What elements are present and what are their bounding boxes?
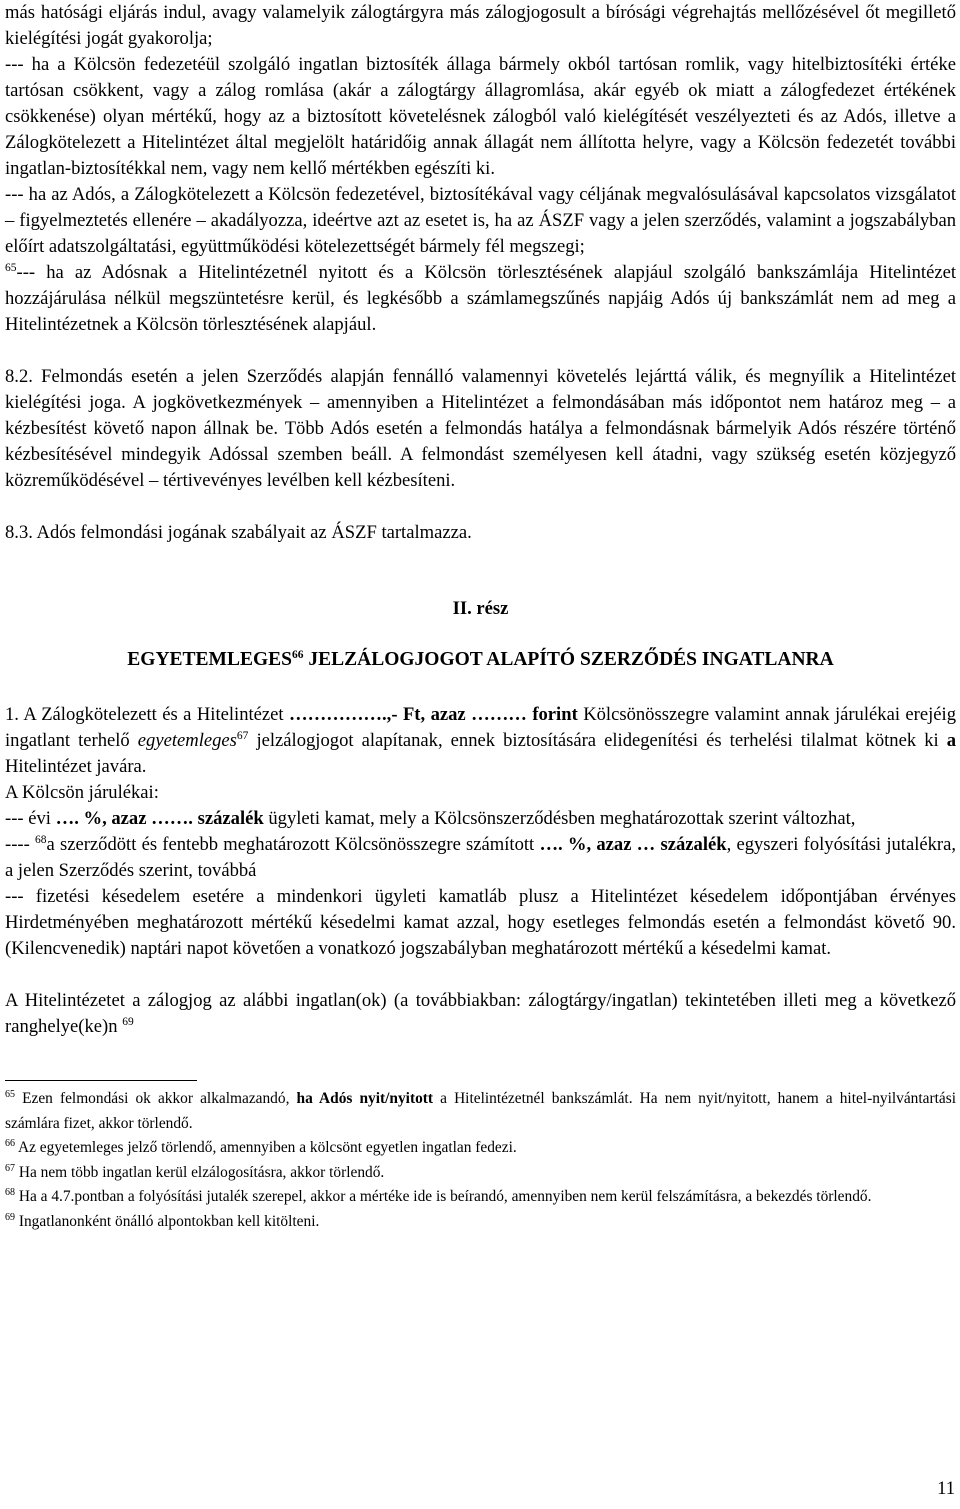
charge-fee	[5, 832, 956, 884]
charge-interest	[5, 806, 956, 832]
footnote-ref-67: 67	[236, 730, 249, 742]
footnote-number: 66	[5, 1138, 15, 1149]
fee-rate-placeholder: …. %, azaz … százalék	[539, 834, 727, 855]
footnote-text: a Hitelintézetnél bankszámlát. Ha nem nyit/nyitott, hanem a hitel-nyilvántartási számlára fizet, akkor törlendő.	[5, 1090, 956, 1132]
charges-label: A Kölcsön járulékai:	[5, 782, 159, 803]
footnote-ref-65: 65	[5, 262, 17, 274]
charge-fee-text-d: , egyszeri folyósítási jutalékra, a jelen Szerződés szerint, továbbá	[5, 834, 957, 881]
footnote-68	[5, 1185, 956, 1210]
footnote-divider	[5, 1080, 197, 1081]
section-1-italic: egyetemleges	[137, 730, 237, 751]
footnote-text: Az egyetemleges jelző törlendő, amennyiben a kölcsönt egyetlen ingatlan fedezi.	[15, 1139, 517, 1156]
paragraph-8-3: 8.3. Adós felmondási jogának szabályait az ÁSZF tartalmazza.	[5, 522, 472, 543]
closing-paragraph	[5, 988, 956, 1040]
footnote-ref-66: 66	[291, 649, 304, 661]
charge-interest-prefix: --- évi	[5, 808, 56, 829]
charge-fee-prefix: ----	[5, 834, 35, 855]
charge-late-interest: --- fizetési késedelem esetére a mindenkori ügyleti kamatláb plusz a Hitelintézet késedelem időpontjában érvényes Hirdetményében meghatározott mértékű késedelmi kamat azzal, hogy esetleges felmondás esetén a felmondást követő 90. (Kilencvenedik) naptári napot követően a vonatkozó jogszabályban meghatározott mértékű a késedelmi kamat.	[5, 886, 956, 959]
section-1-text-a: 1. A Zálogkötelezett és a Hitelintézet	[5, 704, 290, 725]
footnote-text: Ha a 4.7.pontban a folyósítási jutalék szerepel, akkor a mértéke ide is beírandó, amennyiben nem kerül felszámításra, a bekezdés törlendő.	[15, 1188, 872, 1205]
heading-before: EGYETEMLEGES	[127, 649, 292, 670]
footnote-text: Ingatlanonként önálló alpontokban kell kitölteni.	[15, 1212, 320, 1230]
footnote-ref-69: 69	[122, 1016, 134, 1028]
footnote-number: 65	[5, 1089, 15, 1100]
section-1-text-e: jelzálogjogot alapítanak, ennek biztosítására elidegenítési és terhelési tilalmat kötnek ki	[248, 730, 947, 751]
charge-interest-text: ügyleti kamat, mely a Kölcsönszerződésben meghatározottak szerint változhat,	[263, 808, 856, 829]
footnote-number: 67	[5, 1162, 15, 1174]
section-1	[5, 702, 956, 780]
paragraph-8-2: 8.2. Felmondás esetén a jelen Szerződés alapján fennálló valamennyi követelés lejárttá válik, és megnyílik a Hitelintézet kielégítési joga. A jogkövetkezmények – amennyiben a Hitelintézet a felmondásában más időpontot nem határoz meg – a kézbesítést követő napon állnak be. Több Adós esetén a felmondás hatálya a felmondásnak bármelyik Adós részére történő kézbesítésével mindegyik Adóssal szemben beáll. A felmondást személyesen kell átadni, vagy szükség esetén közjegyző közreműködésével – tértivevényes levélben kell kézbesíteni.	[5, 366, 956, 491]
section-heading	[5, 647, 956, 673]
paragraph-bank-account	[5, 260, 956, 338]
footnote-ref-68: 68	[35, 834, 47, 846]
document-page	[5, 0, 956, 1234]
charge-fee-text-b: a szerződött és fentebb meghatározott Kölcsönösszegre számított	[46, 834, 540, 855]
loan-amount-placeholder: …………….,- Ft, azaz ……… forint	[289, 704, 578, 725]
section-1-text-c: Kölcsönösszegre valamint annak járulékai erejéig ingatlant terhelő	[5, 704, 957, 751]
footnote-number: 69	[5, 1211, 15, 1223]
paragraph-collateral-deterioration: --- ha a Kölcsön fedezetéül szolgáló ingatlan biztosíték állaga bármely okból tartósan romlik, vagy hitelbiztosítéki értéke tartósan csökkent, vagy a zálog romlása (akár a zálogtárgy állagromlása, akár egyéb ok miatt a zálogfedezet értékének csökkenése) olyan mértékű, hogy az a biztosított követelésnek zálogból való kielégítését veszélyezteti és az Adós, illetve a Zálogkötelezett a Hitelintézet által megjelölt határidőig annak állagát nem állította helyre, vagy a Kölcsön fedezetét további ingatlan-biztosítékkal nem, vagy nem kellő mértékben egészíti ki.	[5, 54, 956, 179]
closing-text: A Hitelintézetet a zálogjog az alábbi ingatlan(ok) (a továbbiakban: zálogtárgy/ingatlan) tekintetében illeti meg a következő ranghelye(ke)n	[5, 990, 956, 1037]
footnote-65	[5, 1087, 956, 1136]
page-number: 11	[937, 1478, 955, 1499]
footnote-number: 68	[5, 1187, 15, 1198]
heading-after: JELZÁLOGJOGOT ALAPÍTÓ SZERZŐDÉS INGATLANRA	[303, 649, 834, 670]
footnote-bold: ha Adós nyit/nyitott	[296, 1090, 434, 1107]
footnote-67	[5, 1161, 956, 1186]
paragraph-continuation: más hatósági eljárás indul, avagy valamelyik zálogtárgyra más zálogjogosult a bírósági végrehajtás mellőzésével őt megillető kielégítési jogát gyakorolja;	[5, 2, 956, 49]
section-1-text-g: Hitelintézet javára.	[5, 756, 147, 777]
section-1-bold-a: a	[946, 730, 957, 751]
footnote-text: Ha nem több ingatlan kerül elzálogosításra, akkor törlendő.	[15, 1163, 385, 1181]
part-title: II. rész	[452, 598, 509, 619]
interest-rate-placeholder: …. %, azaz ……. százalék	[55, 808, 264, 829]
footnote-text: Ezen felmondási ok akkor alkalmazandó,	[15, 1090, 297, 1107]
paragraph-obstruction: --- ha az Adós, a Zálogkötelezett a Kölcsön fedezetével, biztosítékával vagy céljának megvalósulásával kapcsolatos vizsgálatot – figyelmeztetés ellenére – akadályozza, ideértve azt az esetet is, ha az ÁSZF vagy a jelen szerződés, valamint a jogszabályban előírt adatszolgáltatási, együttműködési kötelezettségét bármely fél megszegi;	[5, 184, 956, 257]
footnote-66	[5, 1136, 956, 1161]
paragraph-bank-account-text: --- ha az Adósnak a Hitelintézetnél nyitott és a Kölcsön törlesztésének alapjául szolgáló bankszámlája Hitelintézet hozzájárulása nélkül megszüntetésre kerül, és legkésőbb a számlamegszűnés napjáig Adós új bankszámlát nem ad meg a Hitelintézetnek a Kölcsön törlesztésének alapjául.	[5, 262, 956, 335]
footnote-69	[5, 1210, 956, 1235]
